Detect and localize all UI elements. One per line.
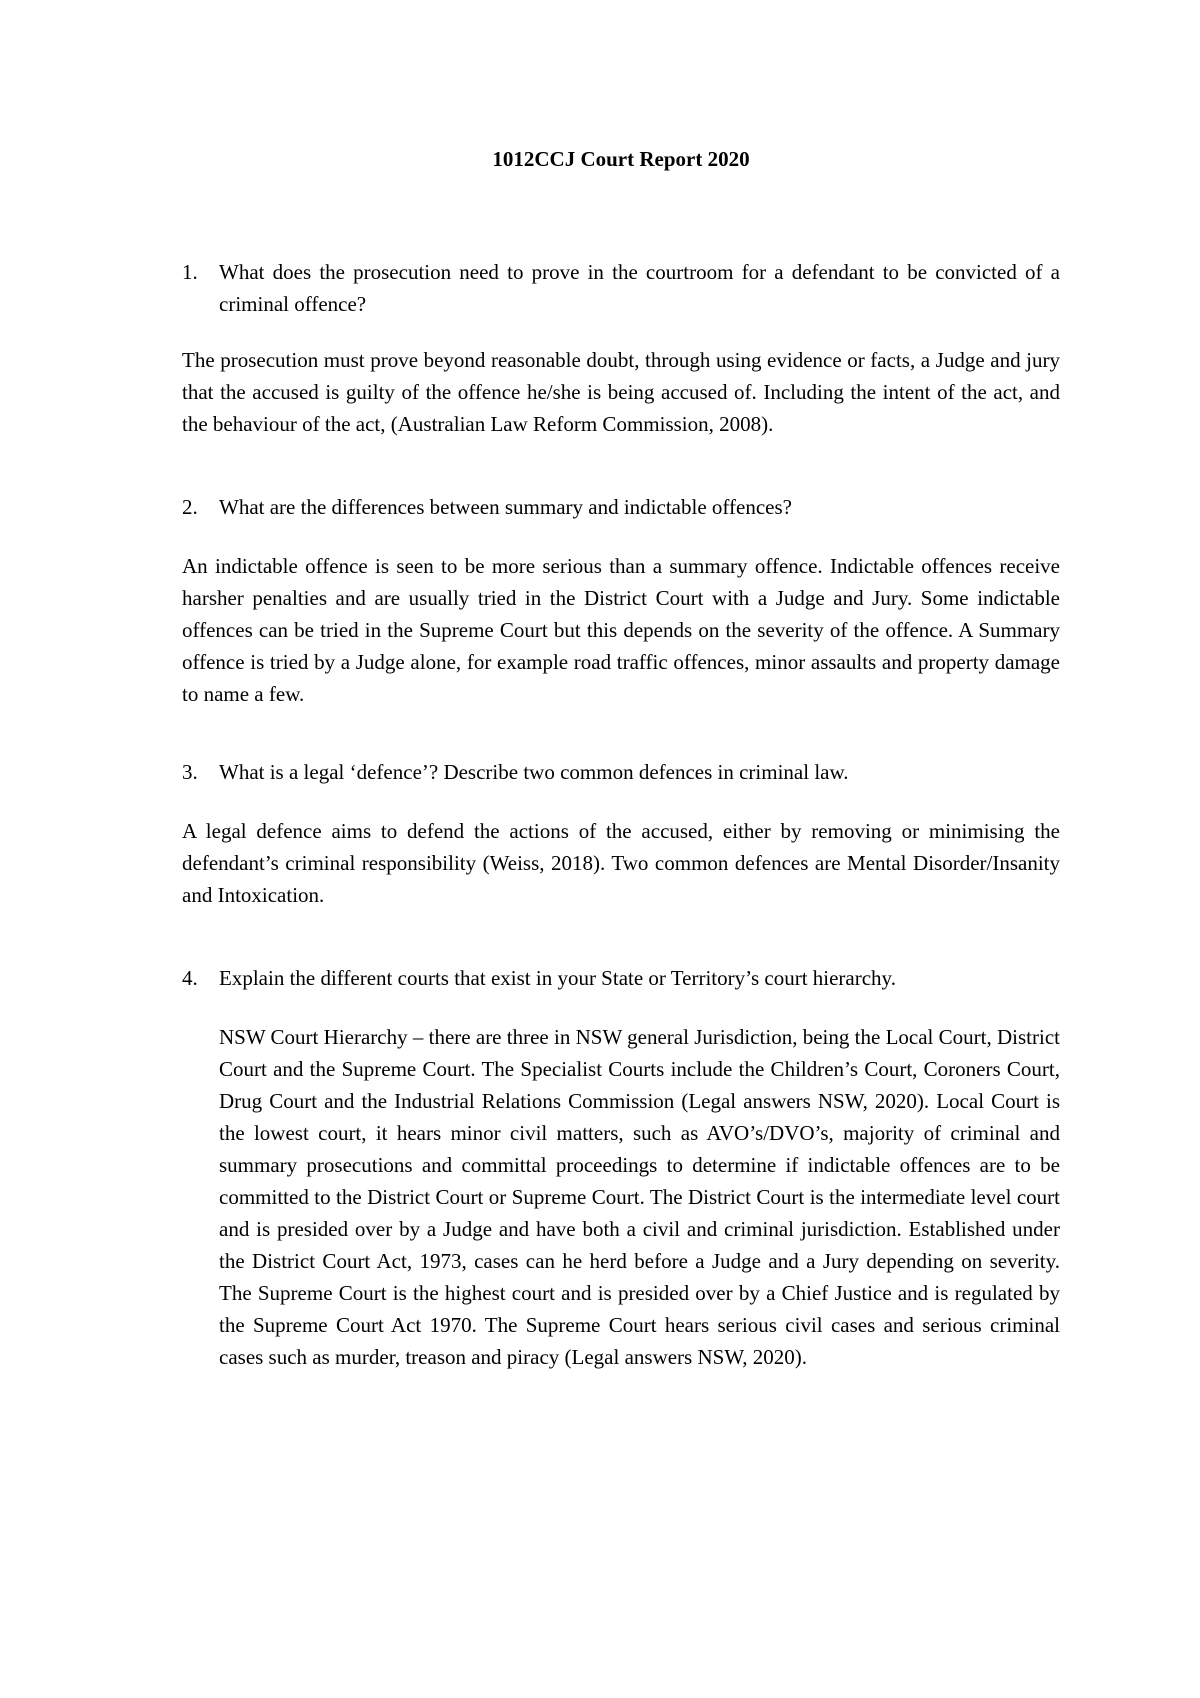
answer-2: An indictable offence is seen to be more serious than a summary offence. Indictable offences receive harsher penalties and are usually tried in the District Court with a Judge and Jury. Some indictable offences can be tried in the Supreme Court but this depends on the severity of the offence. A Summary offence is tried by a Judge alone, for example road traffic offences, minor assaults and property damage to name a few.	[182, 554, 1060, 706]
document-title: 1012CCJ Court Report 2020	[492, 147, 750, 171]
question-2	[182, 491, 1060, 523]
question-1	[182, 256, 1060, 320]
answer-3: A legal defence aims to defend the actions of the accused, either by removing or minimising the defendant’s criminal responsibility (Weiss, 2018). Two common defences are Mental Disorder/Insanity and Intoxication.	[182, 819, 1060, 907]
question-3	[182, 756, 1060, 788]
question-number: 1.	[182, 260, 198, 284]
answer-4: NSW Court Hierarchy – there are three in NSW general Jurisdiction, being the Local Court, District Court and the Supreme Court. The Specialist Courts include the Children’s Court, Coroners Court, Drug Court and the Industrial Relations Commission (Legal answers NSW, 2020). Local Court is the lowest court, it hears minor civil matters, such as AVO’s/DVO’s, majority of criminal and summary prosecutions and committal proceedings to determine if indictable offences are to be committed to the District Court or Supreme Court. The District Court is the intermediate level court and is presided over by a Judge and have both a civil and criminal jurisdiction. Established under the District Court Act, 1973, cases can he herd before a Judge and a Jury depending on severity. The Supreme Court is the highest court and is presided over by a Chief Justice and is regulated by the Supreme Court Act 1970. The Supreme Court hears serious civil cases and serious criminal cases such as murder, treason and piracy (Legal answers NSW, 2020).	[219, 1025, 1060, 1369]
question-number: 4.	[182, 966, 198, 990]
question-number: 3.	[182, 760, 198, 784]
question-text: What does the prosecution need to prove in the courtroom for a defendant to be convicted of a criminal offence?	[219, 260, 1060, 316]
question-4	[182, 962, 1060, 994]
question-text: What are the differences between summary and indictable offences?	[219, 495, 792, 519]
question-number: 2.	[182, 495, 198, 519]
question-text: What is a legal ‘defence’? Describe two common defences in criminal law.	[219, 760, 849, 784]
answer-1: The prosecution must prove beyond reasonable doubt, through using evidence or facts, a Judge and jury that the accused is guilty of the offence he/she is being accused of. Including the intent of the act, and the behaviour of the act, (Australian Law Reform Commission, 2008).	[182, 348, 1060, 436]
question-text: Explain the different courts that exist in your State or Territory’s court hierarchy.	[219, 966, 896, 990]
document-page	[182, 0, 1060, 1698]
